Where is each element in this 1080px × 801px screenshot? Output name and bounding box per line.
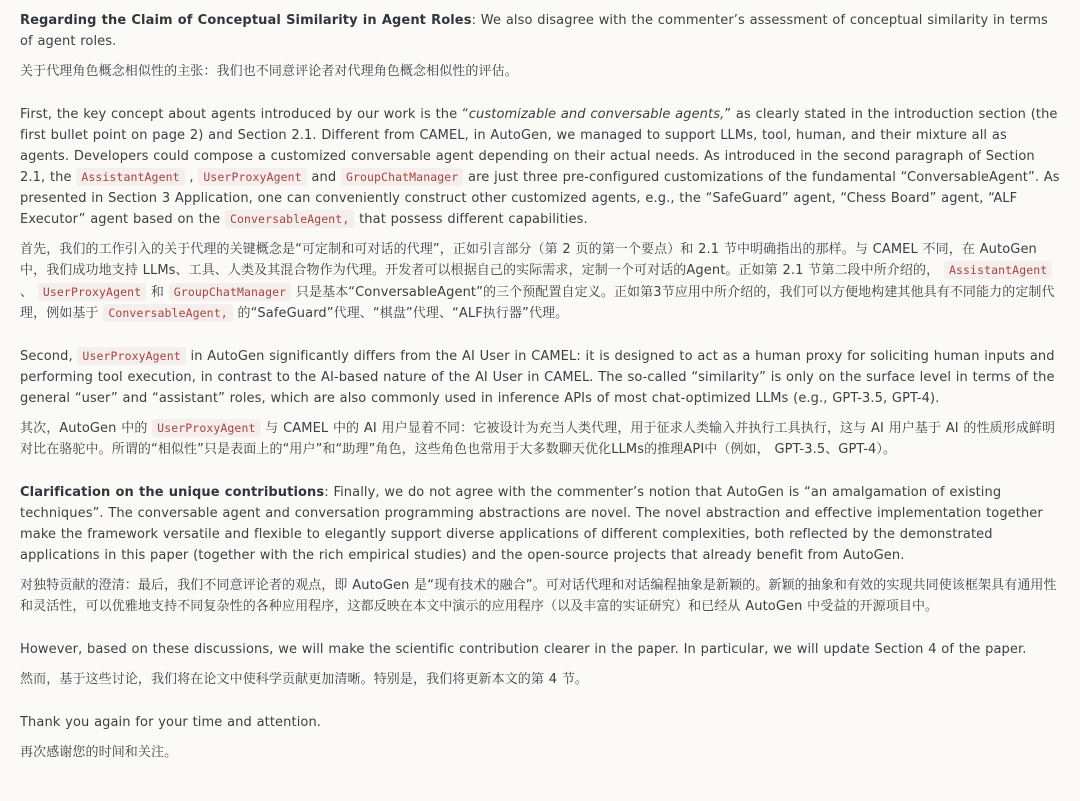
inline-code: ConversableAgent, (103, 304, 232, 322)
inline-code: AssistantAgent (76, 168, 184, 186)
text-run: ” as clearly stated in the introduction section (the first bullet point on page 2) and Section 2.1. Different from CAMEL, in AutoGen, we managed to support LLMs, tool, human, and their mixture all as agents. Developers could compose a customized conversable agent depending on their actual needs. As introduced in the second paragraph of Section 2.1, the (20, 107, 1058, 186)
text-run: that possess different capabilities. (354, 212, 588, 228)
paragraph-5 (20, 346, 1060, 409)
paragraph-6 (20, 418, 1060, 460)
paragraph-9 (20, 639, 1060, 660)
inline-code: UserProxyAgent (38, 283, 146, 301)
text-run: 对独特贡献的澄清：最后，我们不同意评论者的观点，即 AutoGen 是“现有技术的融合”。可对话代理和对话编程抽象是新颖的。新颖的抽象和有效的实现共同使该框架具有通用性和灵活性，可以优雅地支持不同复杂性的各种应用程序，这都反映在本文中演示的应用程序（以及丰富的实证研究）和已经从 AutoGen 中受益的开源项目中。 (20, 578, 1057, 615)
inline-code: UserProxyAgent (152, 419, 260, 437)
paragraph-11 (20, 712, 1060, 733)
bold-lead: Regarding the Claim of Conceptual Similarity in Agent Roles (20, 13, 472, 28)
text-run: 关于代理角色概念相似性的主张：我们也不同意评论者对代理角色概念相似性的评估。 (20, 64, 518, 80)
paragraph-4 (20, 239, 1060, 323)
inline-code: AssistantAgent (944, 261, 1052, 279)
text-run: First, the key concept about agents introduced by our work is the “ (20, 107, 469, 123)
text-run: , (184, 170, 199, 186)
bold-lead: Clarification on the unique contributions (20, 484, 325, 500)
text-run: 首先，我们的工作引入的关于代理的关键概念是“可定制和可对话的代理”，正如引言部分（第 2 页的第一个要点）和 2.1 节中明确指出的那样。与 CAMEL 不同，在 AutoGen 中，我们成功地支持 LLMs、工具、人类及其混合物作为代理。开发者可以根据自己的实际需求，定制一个可对话的Agent。正如第 2.1 节第二段中所介绍的， (20, 242, 1037, 279)
text-run: are just three pre-configured customizations of the fundamental “ConversableAgent”. As presented in Section 3 Application, one can conveniently construct other customized agents, e.g., the “SafeGuard” agent, “Chess Board” agent, “ALF Executor” agent based on the (20, 170, 1060, 228)
text-run: 其次，AutoGen 中的 (20, 420, 153, 436)
inline-code: UserProxyAgent (198, 168, 306, 186)
text-run: : We also disagree with the commenter’s assessment of conceptual similarity in terms of agent roles. (20, 13, 1048, 50)
text-run: 然而，基于这些讨论，我们将在论文中使科学贡献更加清晰。特别是，我们将更新本文的第 4 节。 (20, 672, 589, 688)
inline-code: GroupChatManager (341, 168, 463, 186)
text-run: : Finally, we do not agree with the commenter’s notion that AutoGen is “an amalgamation of existing techniques”. The conversable agent and conversation programming abstractions are novel. The novel abstraction and effective implementation together make the framework versatile and flexible to elegantly support diverse applications of different complexities, both reflected by the demonstrated applications in this paper (together with the rich empirical studies) and the open-source projects that already benefit from AutoGen. (20, 484, 1043, 563)
inline-code: ConversableAgent, (225, 210, 354, 228)
paragraph-2 (20, 61, 1060, 82)
text-run: Second, (20, 348, 78, 364)
paragraph-3 (20, 104, 1060, 230)
text-run: 与 CAMEL 中的 AI 用户显着不同：它被设计为充当人类代理，用于征求人类输入并执行工具执行，这与 AI 用户基于 AI 的性质形成鲜明对比在骆驼中。所谓的“相似性”只是表面上的“用户”和“助理”角色，这些角色也常用于大多数聊天优化LLMs的推理API中（例如， GPT-3.5、GPT-4）。 (20, 420, 1056, 457)
text-run: in AutoGen significantly differs from the AI User in CAMEL: it is designed to act as a human proxy for soliciting human inputs and performing tool execution, in contrast to the AI-based nature of the AI User in CAMEL. The so-called “similarity” is only on the surface level in terms of the general “user” and “assistant” roles, which are also commonly used in inference APIs of most chat-optimized LLMs (e.g., GPT-3.5, GPT-4). (20, 348, 1055, 406)
text-run: However, based on these discussions, we will make the scientific contribution clearer in the paper. In particular, we will update Section 4 of the paper. (20, 642, 1027, 658)
text-run: 和 (146, 284, 169, 300)
paragraph-10 (20, 669, 1060, 690)
paragraph-1 (20, 10, 1060, 52)
paragraph-7 (20, 482, 1060, 566)
text-run: 只是基本“ConversableAgent”的三个预配置自定义。正如第3节应用中所介绍的，我们可以方便地构建其他具有不同能力的定制代理，例如基于 (20, 284, 1055, 321)
paragraph-12 (20, 742, 1060, 763)
text-run: and (306, 170, 341, 186)
text-run: Thank you again for your time and attention. (20, 715, 322, 731)
text-run: 、 (20, 284, 38, 300)
text-run: 再次感谢您的时间和关注。 (20, 745, 178, 761)
italic-phrase: customizable and conversable agents, (468, 107, 725, 123)
paragraph-8 (20, 575, 1060, 617)
inline-code: GroupChatManager (169, 283, 291, 301)
paragraph-list (20, 10, 1060, 763)
text-run: 的“SafeGuard”代理、“棋盘”代理、“ALF执行器”代理。 (232, 305, 569, 321)
inline-code: UserProxyAgent (77, 347, 185, 365)
